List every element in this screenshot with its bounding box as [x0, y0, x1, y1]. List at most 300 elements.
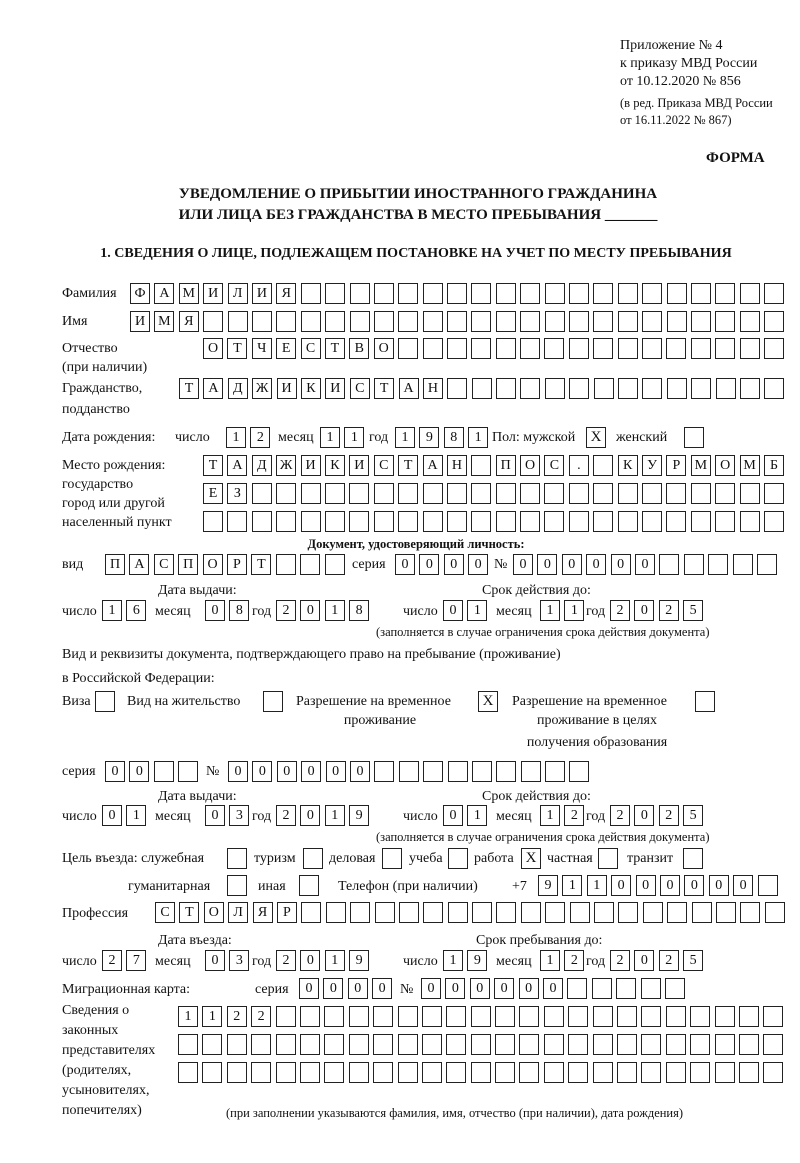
- char-cell[interactable]: [593, 283, 613, 304]
- representatives-field-3[interactable]: [178, 1062, 783, 1082]
- char-cell[interactable]: [447, 378, 467, 399]
- char-cell[interactable]: [544, 338, 564, 359]
- char-cell[interactable]: 2: [276, 805, 296, 826]
- char-cell[interactable]: [350, 311, 370, 332]
- char-cell[interactable]: [568, 1006, 588, 1027]
- char-cell[interactable]: [496, 338, 516, 359]
- char-cell[interactable]: Т: [398, 455, 418, 476]
- char-cell[interactable]: [252, 483, 272, 504]
- char-cell[interactable]: [666, 1006, 686, 1027]
- char-cell[interactable]: [521, 761, 541, 782]
- char-cell[interactable]: [398, 311, 418, 332]
- char-cell[interactable]: С: [154, 554, 174, 575]
- char-cell[interactable]: Я: [179, 311, 199, 332]
- purpose-transit-checkbox[interactable]: [683, 848, 703, 869]
- stay-year[interactable]: [610, 950, 703, 970]
- char-cell[interactable]: [422, 1062, 442, 1083]
- char-cell[interactable]: Д: [228, 378, 248, 399]
- char-cell[interactable]: [276, 554, 296, 575]
- id-number-field[interactable]: [513, 554, 777, 574]
- char-cell[interactable]: И: [203, 283, 223, 304]
- id-series-field[interactable]: [395, 554, 488, 574]
- char-cell[interactable]: [691, 483, 711, 504]
- char-cell[interactable]: [593, 1062, 613, 1083]
- char-cell[interactable]: [593, 311, 613, 332]
- char-cell[interactable]: [708, 554, 728, 575]
- char-cell[interactable]: П: [496, 455, 516, 476]
- char-cell[interactable]: [422, 1006, 442, 1027]
- char-cell[interactable]: [763, 1062, 783, 1083]
- char-cell[interactable]: [227, 511, 247, 532]
- char-cell[interactable]: 1: [540, 950, 560, 971]
- char-cell[interactable]: 0: [709, 875, 729, 896]
- id-kind-field[interactable]: [105, 554, 345, 574]
- char-cell[interactable]: 2: [659, 600, 679, 621]
- char-cell[interactable]: [545, 902, 565, 923]
- char-cell[interactable]: 2: [276, 950, 296, 971]
- char-cell[interactable]: [765, 902, 785, 923]
- char-cell[interactable]: С: [301, 338, 321, 359]
- char-cell[interactable]: [594, 378, 614, 399]
- char-cell[interactable]: [374, 511, 394, 532]
- char-cell[interactable]: О: [204, 902, 224, 923]
- char-cell[interactable]: П: [178, 554, 198, 575]
- char-cell[interactable]: [472, 761, 492, 782]
- char-cell[interactable]: 0: [252, 761, 272, 782]
- char-cell[interactable]: [545, 761, 565, 782]
- char-cell[interactable]: [618, 483, 638, 504]
- char-cell[interactable]: [593, 455, 613, 476]
- char-cell[interactable]: 0: [636, 875, 656, 896]
- char-cell[interactable]: [618, 378, 638, 399]
- char-cell[interactable]: [374, 761, 394, 782]
- char-cell[interactable]: [496, 761, 516, 782]
- char-cell[interactable]: 9: [419, 427, 439, 448]
- char-cell[interactable]: Д: [252, 455, 272, 476]
- char-cell[interactable]: Т: [179, 902, 199, 923]
- dob-month-field[interactable]: [320, 427, 364, 447]
- char-cell[interactable]: Я: [253, 902, 273, 923]
- char-cell[interactable]: И: [349, 455, 369, 476]
- char-cell[interactable]: Я: [276, 283, 296, 304]
- char-cell[interactable]: Ф: [130, 283, 150, 304]
- char-cell[interactable]: [374, 483, 394, 504]
- char-cell[interactable]: [154, 761, 174, 782]
- residence-checkbox[interactable]: [263, 691, 283, 712]
- char-cell[interactable]: [349, 511, 369, 532]
- char-cell[interactable]: [618, 311, 638, 332]
- char-cell[interactable]: [568, 1062, 588, 1083]
- birthplace-field-1[interactable]: [203, 455, 784, 475]
- char-cell[interactable]: [691, 283, 711, 304]
- char-cell[interactable]: [666, 338, 686, 359]
- temporary-residence-checkbox[interactable]: X: [478, 691, 498, 712]
- char-cell[interactable]: [471, 1006, 491, 1027]
- patronymic-field[interactable]: [203, 338, 784, 358]
- char-cell[interactable]: [569, 483, 589, 504]
- char-cell[interactable]: 0: [634, 805, 654, 826]
- char-cell[interactable]: [667, 378, 687, 399]
- name-field[interactable]: [130, 311, 784, 331]
- char-cell[interactable]: 7: [126, 950, 146, 971]
- char-cell[interactable]: О: [715, 455, 735, 476]
- char-cell[interactable]: Е: [276, 338, 296, 359]
- char-cell[interactable]: [690, 1006, 710, 1027]
- char-cell[interactable]: 3: [229, 805, 249, 826]
- char-cell[interactable]: А: [227, 455, 247, 476]
- char-cell[interactable]: [324, 1034, 344, 1055]
- char-cell[interactable]: Т: [251, 554, 271, 575]
- char-cell[interactable]: Ч: [252, 338, 272, 359]
- char-cell[interactable]: 0: [611, 554, 631, 575]
- id-issue-year[interactable]: [276, 600, 369, 620]
- char-cell[interactable]: И: [325, 378, 345, 399]
- char-cell[interactable]: 0: [519, 978, 539, 999]
- char-cell[interactable]: [495, 1006, 515, 1027]
- char-cell[interactable]: 0: [350, 761, 370, 782]
- char-cell[interactable]: 0: [445, 978, 465, 999]
- char-cell[interactable]: [642, 338, 662, 359]
- char-cell[interactable]: [691, 511, 711, 532]
- char-cell[interactable]: [496, 902, 516, 923]
- surname-field[interactable]: [130, 283, 784, 303]
- char-cell[interactable]: [373, 1062, 393, 1083]
- char-cell[interactable]: [715, 311, 735, 332]
- entry-month[interactable]: [205, 950, 249, 970]
- char-cell[interactable]: [740, 511, 760, 532]
- purpose-work-checkbox[interactable]: X: [521, 848, 541, 869]
- char-cell[interactable]: [398, 483, 418, 504]
- char-cell[interactable]: [325, 554, 345, 575]
- char-cell[interactable]: [349, 1062, 369, 1083]
- char-cell[interactable]: [617, 1062, 637, 1083]
- char-cell[interactable]: В: [349, 338, 369, 359]
- char-cell[interactable]: [544, 1034, 564, 1055]
- char-cell[interactable]: [349, 1006, 369, 1027]
- id-issue-day[interactable]: [102, 600, 146, 620]
- char-cell[interactable]: 0: [586, 554, 606, 575]
- char-cell[interactable]: [446, 1006, 466, 1027]
- char-cell[interactable]: [593, 483, 613, 504]
- char-cell[interactable]: 2: [610, 805, 630, 826]
- char-cell[interactable]: 0: [634, 950, 654, 971]
- char-cell[interactable]: 0: [494, 978, 514, 999]
- char-cell[interactable]: К: [301, 378, 321, 399]
- char-cell[interactable]: [764, 338, 784, 359]
- right-doc-valid-month[interactable]: [540, 805, 584, 825]
- char-cell[interactable]: [423, 761, 443, 782]
- char-cell[interactable]: [349, 483, 369, 504]
- char-cell[interactable]: М: [691, 455, 711, 476]
- char-cell[interactable]: [373, 1034, 393, 1055]
- char-cell[interactable]: [642, 483, 662, 504]
- sex-male-checkbox[interactable]: X: [586, 427, 606, 448]
- char-cell[interactable]: [227, 1062, 247, 1083]
- char-cell[interactable]: [740, 283, 760, 304]
- char-cell[interactable]: [447, 283, 467, 304]
- char-cell[interactable]: [398, 1062, 418, 1083]
- char-cell[interactable]: [641, 1034, 661, 1055]
- char-cell[interactable]: [642, 378, 662, 399]
- char-cell[interactable]: [691, 311, 711, 332]
- birthplace-field-2[interactable]: [203, 483, 784, 503]
- char-cell[interactable]: [398, 1034, 418, 1055]
- char-cell[interactable]: 0: [660, 875, 680, 896]
- char-cell[interactable]: [764, 311, 784, 332]
- char-cell[interactable]: [740, 483, 760, 504]
- char-cell[interactable]: [616, 978, 636, 999]
- char-cell[interactable]: 2: [564, 805, 584, 826]
- char-cell[interactable]: [569, 761, 589, 782]
- char-cell[interactable]: [618, 902, 638, 923]
- char-cell[interactable]: .: [569, 455, 589, 476]
- char-cell[interactable]: С: [350, 378, 370, 399]
- char-cell[interactable]: [617, 1006, 637, 1027]
- char-cell[interactable]: 0: [419, 554, 439, 575]
- char-cell[interactable]: [593, 511, 613, 532]
- char-cell[interactable]: [202, 1062, 222, 1083]
- char-cell[interactable]: [301, 511, 321, 532]
- char-cell[interactable]: 8: [444, 427, 464, 448]
- char-cell[interactable]: [399, 761, 419, 782]
- char-cell[interactable]: 2: [610, 600, 630, 621]
- char-cell[interactable]: [300, 1034, 320, 1055]
- char-cell[interactable]: [593, 1006, 613, 1027]
- migration-card-series[interactable]: [299, 978, 392, 998]
- char-cell[interactable]: 1: [395, 427, 415, 448]
- char-cell[interactable]: [739, 1034, 759, 1055]
- char-cell[interactable]: [593, 338, 613, 359]
- char-cell[interactable]: [178, 1034, 198, 1055]
- char-cell[interactable]: 0: [301, 761, 321, 782]
- char-cell[interactable]: [667, 902, 687, 923]
- char-cell[interactable]: [715, 511, 735, 532]
- char-cell[interactable]: [715, 1062, 735, 1083]
- char-cell[interactable]: 2: [250, 427, 270, 448]
- char-cell[interactable]: 0: [205, 600, 225, 621]
- char-cell[interactable]: [471, 283, 491, 304]
- char-cell[interactable]: [276, 483, 296, 504]
- char-cell[interactable]: Ж: [276, 455, 296, 476]
- migration-card-number[interactable]: [421, 978, 685, 998]
- char-cell[interactable]: [521, 902, 541, 923]
- char-cell[interactable]: [740, 378, 760, 399]
- char-cell[interactable]: [471, 455, 491, 476]
- char-cell[interactable]: 2: [659, 805, 679, 826]
- char-cell[interactable]: [691, 338, 711, 359]
- char-cell[interactable]: [740, 311, 760, 332]
- char-cell[interactable]: 1: [344, 427, 364, 448]
- char-cell[interactable]: [642, 511, 662, 532]
- char-cell[interactable]: 1: [202, 1006, 222, 1027]
- char-cell[interactable]: [349, 1034, 369, 1055]
- char-cell[interactable]: [659, 554, 679, 575]
- char-cell[interactable]: [690, 1062, 710, 1083]
- char-cell[interactable]: [203, 311, 223, 332]
- char-cell[interactable]: [641, 1006, 661, 1027]
- char-cell[interactable]: Т: [325, 338, 345, 359]
- char-cell[interactable]: 1: [178, 1006, 198, 1027]
- char-cell[interactable]: [448, 902, 468, 923]
- char-cell[interactable]: Т: [227, 338, 247, 359]
- char-cell[interactable]: 0: [444, 554, 464, 575]
- char-cell[interactable]: [446, 1034, 466, 1055]
- char-cell[interactable]: [715, 283, 735, 304]
- char-cell[interactable]: [350, 902, 370, 923]
- char-cell[interactable]: 0: [323, 978, 343, 999]
- char-cell[interactable]: 0: [277, 761, 297, 782]
- char-cell[interactable]: [642, 311, 662, 332]
- char-cell[interactable]: [764, 483, 784, 504]
- char-cell[interactable]: 1: [468, 427, 488, 448]
- char-cell[interactable]: 0: [443, 600, 463, 621]
- char-cell[interactable]: [764, 378, 784, 399]
- char-cell[interactable]: [423, 283, 443, 304]
- char-cell[interactable]: Н: [423, 378, 443, 399]
- char-cell[interactable]: Т: [203, 455, 223, 476]
- char-cell[interactable]: [228, 311, 248, 332]
- char-cell[interactable]: [544, 511, 564, 532]
- char-cell[interactable]: [276, 511, 296, 532]
- char-cell[interactable]: [423, 338, 443, 359]
- char-cell[interactable]: [690, 1034, 710, 1055]
- char-cell[interactable]: 2: [227, 1006, 247, 1027]
- char-cell[interactable]: 0: [468, 554, 488, 575]
- char-cell[interactable]: [471, 311, 491, 332]
- char-cell[interactable]: 0: [299, 978, 319, 999]
- sex-female-checkbox[interactable]: [684, 427, 704, 448]
- char-cell[interactable]: [496, 283, 516, 304]
- purpose-official-checkbox[interactable]: [227, 848, 247, 869]
- char-cell[interactable]: [569, 311, 589, 332]
- char-cell[interactable]: [545, 283, 565, 304]
- char-cell[interactable]: [519, 1062, 539, 1083]
- char-cell[interactable]: [301, 483, 321, 504]
- char-cell[interactable]: [373, 1006, 393, 1027]
- char-cell[interactable]: [471, 1034, 491, 1055]
- char-cell[interactable]: [666, 1062, 686, 1083]
- char-cell[interactable]: [519, 1034, 539, 1055]
- char-cell[interactable]: [684, 554, 704, 575]
- char-cell[interactable]: П: [105, 554, 125, 575]
- stay-month[interactable]: [540, 950, 584, 970]
- char-cell[interactable]: [666, 483, 686, 504]
- char-cell[interactable]: 9: [467, 950, 487, 971]
- char-cell[interactable]: [716, 902, 736, 923]
- char-cell[interactable]: Т: [374, 378, 394, 399]
- purpose-business-checkbox[interactable]: [382, 848, 402, 869]
- representatives-field-1[interactable]: [178, 1006, 783, 1026]
- char-cell[interactable]: [447, 483, 467, 504]
- char-cell[interactable]: 5: [683, 950, 703, 971]
- char-cell[interactable]: [641, 978, 661, 999]
- char-cell[interactable]: [763, 1034, 783, 1055]
- char-cell[interactable]: 2: [276, 600, 296, 621]
- char-cell[interactable]: [178, 761, 198, 782]
- purpose-study-checkbox[interactable]: [448, 848, 468, 869]
- purpose-humanitarian-checkbox[interactable]: [227, 875, 247, 896]
- char-cell[interactable]: 5: [683, 805, 703, 826]
- char-cell[interactable]: 0: [348, 978, 368, 999]
- char-cell[interactable]: [496, 483, 516, 504]
- char-cell[interactable]: [520, 283, 540, 304]
- char-cell[interactable]: [666, 1034, 686, 1055]
- char-cell[interactable]: [496, 311, 516, 332]
- id-valid-year[interactable]: [610, 600, 703, 620]
- char-cell[interactable]: [252, 311, 272, 332]
- char-cell[interactable]: [593, 1034, 613, 1055]
- char-cell[interactable]: 0: [326, 761, 346, 782]
- char-cell[interactable]: [448, 761, 468, 782]
- purpose-private-checkbox[interactable]: [598, 848, 618, 869]
- char-cell[interactable]: 0: [205, 805, 225, 826]
- char-cell[interactable]: [569, 283, 589, 304]
- char-cell[interactable]: [764, 511, 784, 532]
- char-cell[interactable]: 9: [349, 950, 369, 971]
- right-doc-valid-year[interactable]: [610, 805, 703, 825]
- char-cell[interactable]: О: [203, 554, 223, 575]
- representatives-field-2[interactable]: [178, 1034, 783, 1054]
- char-cell[interactable]: 9: [538, 875, 558, 896]
- char-cell[interactable]: [740, 902, 760, 923]
- char-cell[interactable]: 2: [610, 950, 630, 971]
- char-cell[interactable]: 0: [228, 761, 248, 782]
- char-cell[interactable]: [691, 378, 711, 399]
- char-cell[interactable]: [276, 1062, 296, 1083]
- char-cell[interactable]: [642, 283, 662, 304]
- char-cell[interactable]: 1: [540, 600, 560, 621]
- char-cell[interactable]: [276, 1006, 296, 1027]
- birthplace-field-3[interactable]: [203, 511, 784, 531]
- char-cell[interactable]: [715, 1006, 735, 1027]
- char-cell[interactable]: [276, 311, 296, 332]
- char-cell[interactable]: [227, 1034, 247, 1055]
- char-cell[interactable]: [398, 283, 418, 304]
- char-cell[interactable]: [423, 511, 443, 532]
- char-cell[interactable]: 5: [683, 600, 703, 621]
- char-cell[interactable]: [520, 338, 540, 359]
- char-cell[interactable]: 1: [562, 875, 582, 896]
- char-cell[interactable]: С: [155, 902, 175, 923]
- char-cell[interactable]: И: [301, 455, 321, 476]
- right-doc-series[interactable]: [105, 761, 198, 781]
- char-cell[interactable]: [398, 338, 418, 359]
- char-cell[interactable]: [618, 283, 638, 304]
- profession-field[interactable]: [155, 902, 785, 922]
- char-cell[interactable]: [519, 1006, 539, 1027]
- char-cell[interactable]: [715, 483, 735, 504]
- char-cell[interactable]: А: [203, 378, 223, 399]
- char-cell[interactable]: 6: [126, 600, 146, 621]
- char-cell[interactable]: 0: [102, 805, 122, 826]
- char-cell[interactable]: А: [423, 455, 443, 476]
- char-cell[interactable]: 0: [562, 554, 582, 575]
- char-cell[interactable]: [667, 311, 687, 332]
- char-cell[interactable]: [567, 978, 587, 999]
- char-cell[interactable]: 1: [126, 805, 146, 826]
- char-cell[interactable]: [326, 902, 346, 923]
- char-cell[interactable]: 0: [733, 875, 753, 896]
- char-cell[interactable]: [740, 338, 760, 359]
- char-cell[interactable]: [325, 311, 345, 332]
- char-cell[interactable]: О: [374, 338, 394, 359]
- char-cell[interactable]: [398, 511, 418, 532]
- char-cell[interactable]: [447, 338, 467, 359]
- char-cell[interactable]: Р: [227, 554, 247, 575]
- char-cell[interactable]: [423, 483, 443, 504]
- char-cell[interactable]: [325, 483, 345, 504]
- char-cell[interactable]: [202, 1034, 222, 1055]
